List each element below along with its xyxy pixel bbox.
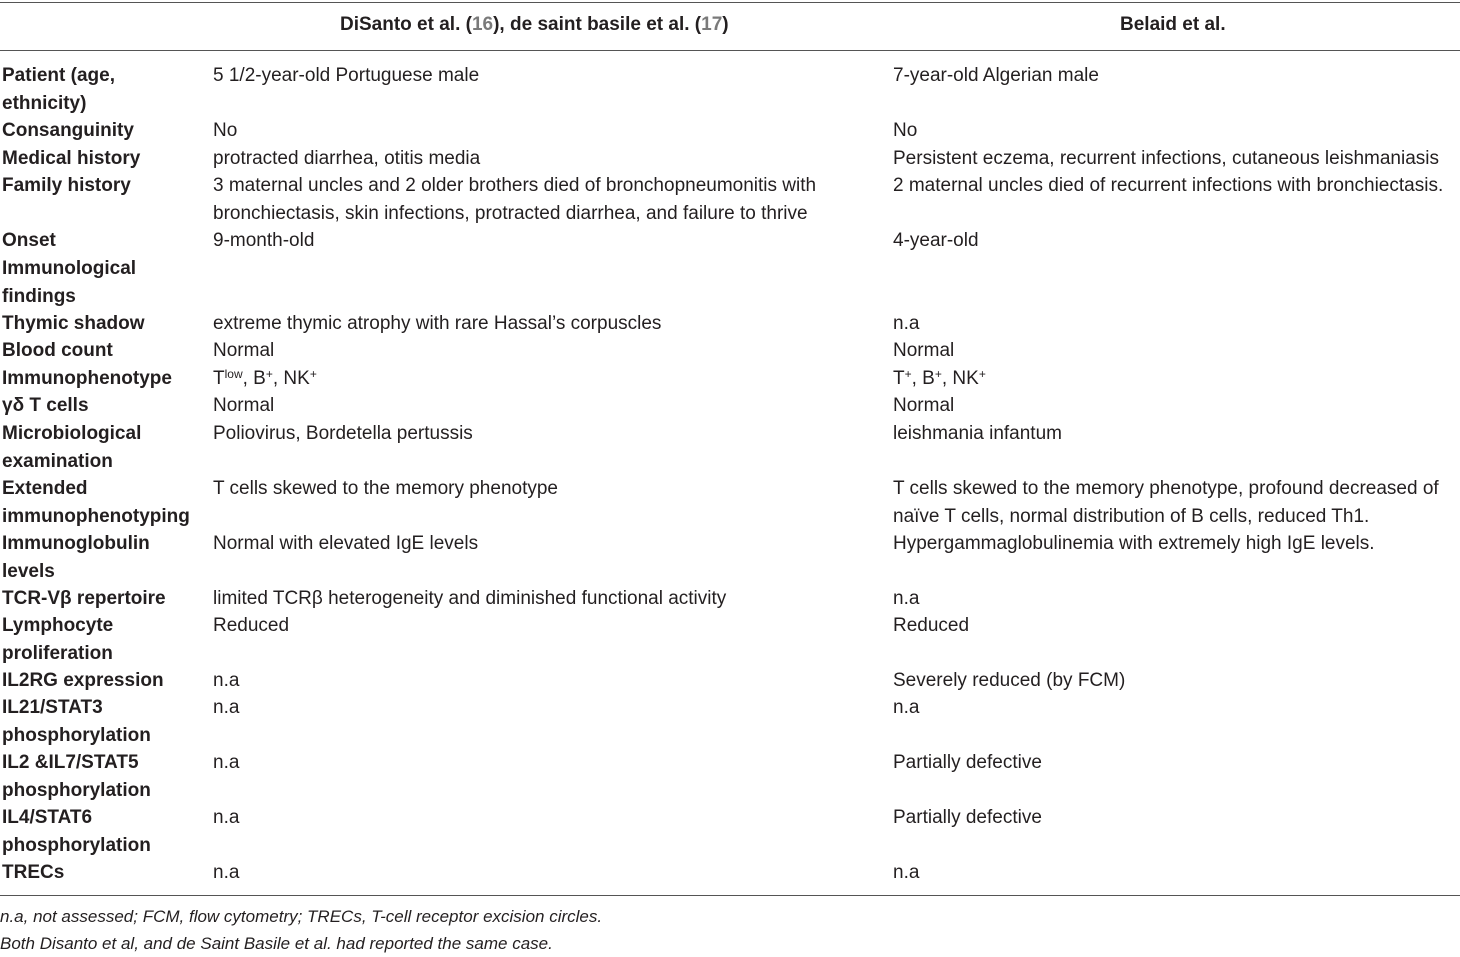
row-label: γδ T cells — [2, 395, 89, 416]
cell-belaid: Hypergammaglobulinemia with extremely high IgE levels. — [893, 533, 1375, 554]
row-label: Lymphocyte proliferation — [2, 615, 114, 664]
reference-link-16[interactable]: 16 — [471, 14, 494, 35]
table-bottom-rule — [0, 895, 1460, 896]
table-header-rule — [0, 50, 1460, 51]
table-top-rule — [0, 2, 1460, 3]
cell-disanto: Reduced — [213, 615, 290, 636]
row-label: Patient (age, ethnicity) — [2, 65, 115, 114]
cell-belaid: n.a — [893, 697, 920, 718]
row-label: Blood count — [2, 340, 113, 361]
cell-disanto: $T^{low}$, B+, NK+ — [213, 367, 317, 389]
footnote-same-case: Both Disanto et al, and de Saint Basile et al. had reported the same case. — [0, 934, 553, 953]
row-label: Immunological findings — [2, 258, 137, 307]
cell-belaid: Partially defective — [893, 752, 1042, 773]
row-label: Thymic shadow — [2, 313, 145, 334]
cell-belaid: 2 maternal uncles died of recurrent infections with bronchiectasis. — [893, 175, 1444, 196]
cell-belaid: leishmania infantum — [893, 423, 1062, 444]
table-header-row — [0, 14, 1460, 40]
row-label: Immunoglobulin levels — [2, 533, 150, 582]
cell-disanto: extreme thymic atrophy with rare Hassal’s corpuscles — [213, 313, 662, 334]
cell-disanto: 5 1/2-year-old Portuguese male — [213, 65, 480, 86]
cell-belaid: T cells skewed to the memory phenotype, profound decreased of naïve T cells, normal distribution of B cells, reduced Th1. — [893, 478, 1439, 527]
row-label: IL21/STAT3 phosphorylation — [2, 697, 151, 746]
cell-disanto: 3 maternal uncles and 2 older brothers died of bronchopneumonitis with bronchiectasis, skin infections, protracted diarrhea, and failure to thrive — [213, 175, 817, 224]
cell-disanto: n.a — [213, 670, 240, 691]
cell-disanto: Poliovirus, Bordetella pertussis — [213, 423, 473, 444]
cell-belaid: Persistent eczema, recurrent infections, cutaneous leishmaniasis — [893, 148, 1439, 169]
cell-belaid: n.a — [893, 588, 920, 609]
cell-disanto: No — [213, 120, 238, 141]
row-label: IL2RG expression — [2, 670, 164, 691]
row-label: TCR-Vβ repertoire — [2, 588, 166, 609]
cell-disanto: Normal with elevated IgE levels — [213, 533, 479, 554]
cell-belaid: Reduced — [893, 615, 970, 636]
row-label: TRECs — [2, 862, 65, 883]
table-footnotes — [0, 903, 602, 957]
row-label: Family history — [2, 175, 131, 196]
row-label: Medical history — [2, 148, 141, 169]
cell-disanto: Normal — [213, 340, 275, 361]
reference-link-17[interactable]: 17 — [701, 14, 723, 35]
row-label: Onset — [2, 230, 56, 251]
cell-disanto: 9-month-old — [213, 230, 315, 251]
cell-disanto: n.a — [213, 752, 240, 773]
header-col-belaid: Belaid et al. — [1120, 14, 1226, 35]
row-label: Immunophenotype — [2, 368, 172, 389]
footnote-abbreviations: n.a, not assessed; FCM, flow cytometry; TRECs, T-cell receptor excision circles. — [0, 907, 603, 926]
row-label: Consanguinity — [2, 120, 134, 141]
cell-disanto: limited TCRβ heterogeneity and diminished functional activity — [213, 588, 727, 609]
row-label: IL4/STAT6 phosphorylation — [2, 807, 151, 856]
cell-disanto: T cells skewed to the memory phenotype — [213, 478, 558, 499]
cell-belaid: Partially defective — [893, 807, 1042, 828]
row-label: Extended immunophenotyping — [2, 478, 190, 527]
cell-belaid: n.a — [893, 313, 920, 334]
cell-disanto: n.a — [213, 862, 240, 883]
row-label: IL2 &IL7/STAT5 phosphorylation — [2, 752, 151, 801]
cell-belaid: 7-year-old Algerian male — [893, 65, 1099, 86]
cell-disanto: Normal — [213, 395, 275, 416]
cell-belaid: 4-year-old — [893, 230, 979, 251]
cell-belaid: Normal — [893, 340, 955, 361]
row-label: Microbiological examination — [2, 423, 142, 472]
cell-belaid: No — [893, 120, 918, 141]
cell-disanto: n.a — [213, 697, 240, 718]
cell-disanto: protracted diarrhea, otitis media — [213, 148, 481, 169]
cell-belaid: Normal — [893, 395, 955, 416]
cell-belaid: T+, B+, NK+ — [893, 367, 986, 389]
cell-belaid: Severely reduced (by FCM) — [893, 670, 1126, 691]
cell-disanto: n.a — [213, 807, 240, 828]
header-col-disanto: DiSanto et al. (16), de saint basile et al. (17) — [340, 14, 729, 35]
cell-belaid: n.a — [893, 862, 920, 883]
